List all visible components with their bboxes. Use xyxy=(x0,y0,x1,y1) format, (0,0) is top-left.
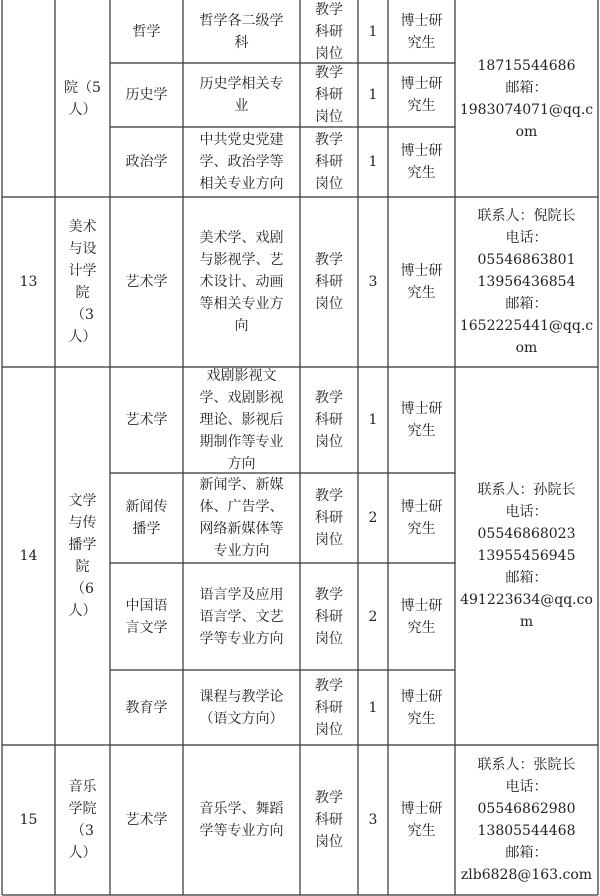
college-name-cell: 文学 与传 播学 院 （6 人） xyxy=(68,493,97,619)
contact-cell: 联系人：孙院长 电话： 05546868023 13955456945 邮箱： 491223634@qq.co m xyxy=(460,482,593,630)
research-direction-cell: 戏剧影视文 学、戏剧影视 理论、影视后 期制作等专业 方向 xyxy=(199,368,284,472)
major-cell: 艺术学 xyxy=(125,274,168,290)
major-cell: 教育学 xyxy=(125,699,168,716)
degree-cell: 博士研 究生 xyxy=(400,401,443,439)
degree-cell: 博士研 究生 xyxy=(400,499,443,537)
college-name-cell: 美术 与设 计学 院 （3 人） xyxy=(68,219,97,345)
position-count-cell: 1 xyxy=(368,699,378,716)
position-count-cell: 1 xyxy=(368,23,378,40)
position-type-cell: 教学 科研 岗位 xyxy=(315,677,343,738)
major-cell: 新闻传 播学 xyxy=(125,499,168,537)
position-count-cell: 3 xyxy=(368,812,378,828)
position-count-cell: 2 xyxy=(368,608,378,625)
major-cell: 哲学 xyxy=(132,23,161,40)
research-direction-cell: 美术学、戏剧 与影视学、艺 术设计、动画 等相关专业方 向 xyxy=(199,230,284,334)
research-direction-cell: 语言学及应用 语言学、文艺 学等专业方向 xyxy=(199,586,284,647)
major-cell: 历史学 xyxy=(125,87,168,103)
position-count-cell: 2 xyxy=(368,510,378,526)
college-name-cell: 音乐 学院 （3 人） xyxy=(68,779,97,861)
major-cell: 艺术学 xyxy=(125,412,168,428)
research-direction-cell: 音乐学、舞蹈 学等专业方向 xyxy=(199,801,284,839)
degree-cell: 博士研 究生 xyxy=(400,76,443,114)
position-type-cell: 教学 科研 岗位 xyxy=(315,586,343,647)
position-count-cell: 3 xyxy=(368,274,378,290)
position-type-cell: 教学 科研 岗位 xyxy=(315,252,343,312)
serial-number-cell: 15 xyxy=(19,812,38,828)
degree-cell: 博士研 究生 xyxy=(400,597,443,636)
position-type-cell: 教学 科研 岗位 xyxy=(315,132,343,192)
degree-cell: 博士研 究生 xyxy=(400,143,443,181)
degree-cell: 博士研 究生 xyxy=(400,688,443,727)
degree-cell: 博士研 究生 xyxy=(400,263,443,301)
research-direction-cell: 历史学相关专 业 xyxy=(199,76,284,114)
college-name-cell: 院（5 人） xyxy=(64,79,101,118)
position-count-cell: 1 xyxy=(368,412,378,428)
position-count-cell: 1 xyxy=(368,87,378,103)
degree-cell: 博士研 究生 xyxy=(400,801,443,839)
research-direction-cell: 哲学各二级学 科 xyxy=(199,12,284,51)
research-direction-cell: 课程与教学论 （语文方向） xyxy=(199,688,284,727)
contact-cell: 联系人：倪院长 电话： 05546863801 13956436854 邮箱： 1652225441@qq.c om xyxy=(459,208,594,356)
position-type-cell: 教学 科研 岗位 xyxy=(315,488,343,548)
position-count-cell: 1 xyxy=(368,154,378,170)
research-direction-cell: 中共党史党建 学、政治学等 相关专业方向 xyxy=(199,132,284,192)
position-type-cell: 教学 科研 岗位 xyxy=(315,1,343,62)
serial-number-cell: 14 xyxy=(19,548,38,564)
major-cell: 政治学 xyxy=(125,154,168,170)
position-type-cell: 教学 科研 岗位 xyxy=(315,790,343,850)
serial-number-cell: 13 xyxy=(19,274,38,290)
major-cell: 中国语 言文学 xyxy=(125,597,168,636)
serial-number-cell xyxy=(2,0,55,197)
position-type-cell: 教学 科研 岗位 xyxy=(315,65,343,125)
major-cell: 艺术学 xyxy=(125,812,168,828)
contact-cell: 联系人：张院长 电话： 05546862980 13805544468 邮箱： zlb6828@163.com xyxy=(460,757,593,883)
degree-cell: 博士研 究生 xyxy=(400,12,443,51)
research-direction-cell: 新闻学、新媒 体、广告学、 网络新媒体等 专业方向 xyxy=(199,477,284,559)
position-type-cell: 教学 科研 岗位 xyxy=(315,390,343,450)
contact-cell: 18715544686 邮箱： 1983074071@qq.c om xyxy=(459,57,594,140)
